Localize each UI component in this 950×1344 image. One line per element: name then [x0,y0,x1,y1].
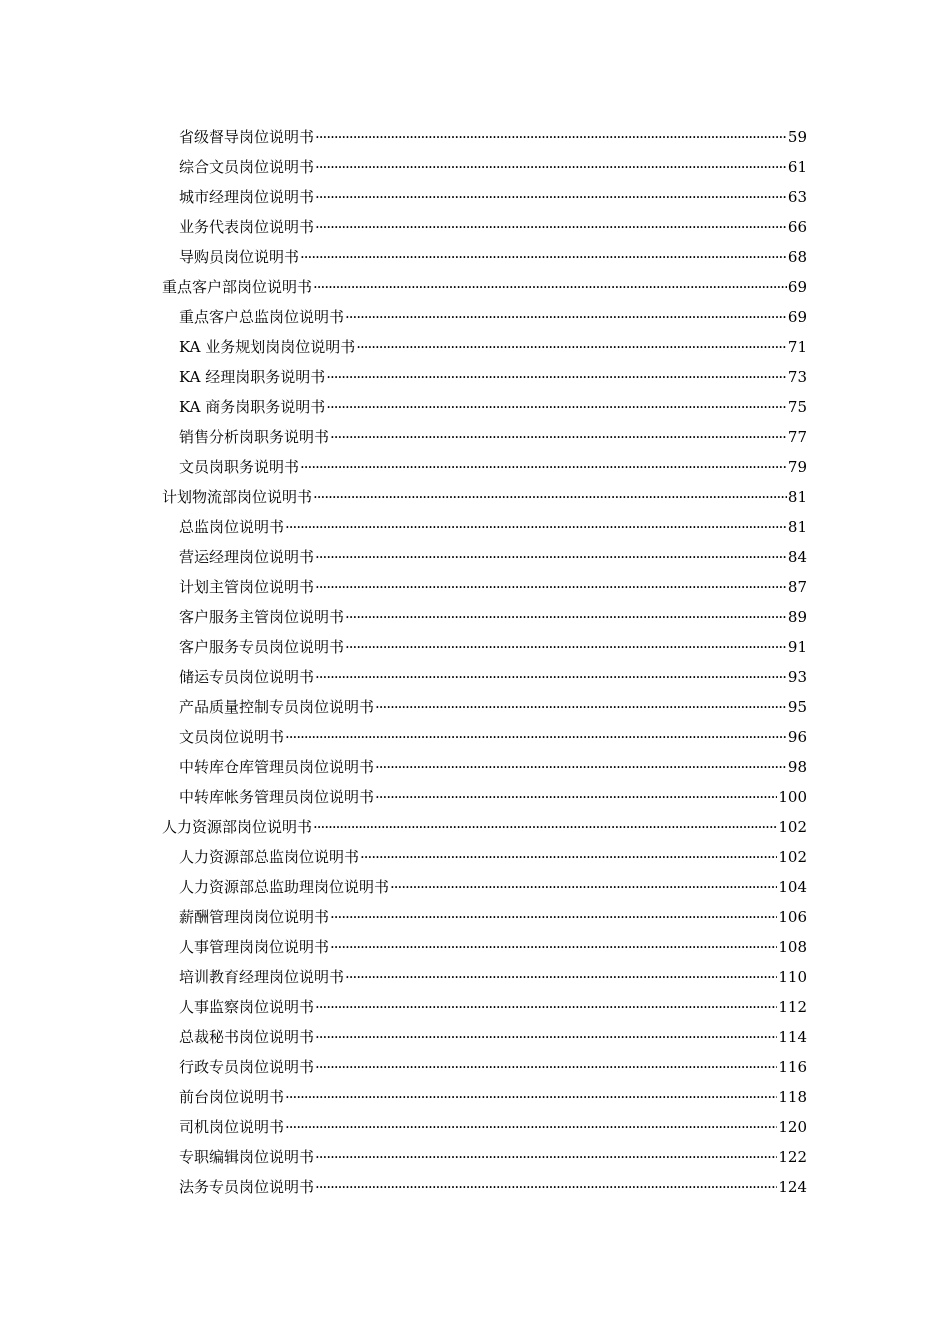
toc-entry-title: 文员岗职务说明书 [179,458,300,476]
toc-page-number: 66 [787,218,807,236]
toc-dot-leader [285,512,787,542]
toc-entry-title: 重点客户总监岗位说明书 [179,308,345,326]
toc-dot-leader [330,422,787,452]
toc-entry[interactable] [162,932,807,962]
toc-entry[interactable] [162,902,807,932]
toc-entry-title: 法务专员岗位说明书 [179,1178,315,1196]
toc-page-number: 118 [778,1088,807,1106]
toc-dot-leader [315,1052,777,1082]
toc-entry-title: 前台岗位说明书 [179,1088,285,1106]
toc-dot-leader [360,842,777,872]
toc-page-number: 89 [787,608,807,626]
toc-entry[interactable] [162,1172,807,1202]
toc-page-number: 87 [787,578,807,596]
toc-page-number: 98 [787,758,807,776]
toc-entry[interactable] [162,482,807,512]
toc-entry[interactable] [162,1052,807,1082]
toc-entry-title: 导购员岗位说明书 [179,248,300,266]
toc-dot-leader [315,212,787,242]
toc-page-number: 102 [778,818,807,836]
toc-page-number: 102 [778,848,807,866]
toc-entry[interactable] [162,1022,807,1052]
toc-page-number: 91 [787,638,807,656]
toc-dot-leader [375,752,787,782]
toc-dot-leader [313,272,787,302]
toc-entry[interactable] [162,392,807,422]
toc-page-number: 81 [787,488,807,506]
toc-entry-title: 计划主管岗位说明书 [179,578,315,596]
toc-dot-leader [375,782,777,812]
toc-entry-title: 重点客户部岗位说明书 [162,278,313,296]
toc-page-number: 59 [787,128,807,146]
toc-entry[interactable] [162,1142,807,1172]
toc-dot-leader [330,932,777,962]
toc-entry-title: 行政专员岗位说明书 [179,1058,315,1076]
toc-dot-leader [375,692,787,722]
toc-entry-title: 司机岗位说明书 [179,1118,285,1136]
toc-entry[interactable] [162,182,807,212]
toc-page-number: 71 [787,338,807,356]
toc-entry[interactable] [162,212,807,242]
toc-entry[interactable] [162,122,807,152]
toc-entry[interactable] [162,662,807,692]
toc-dot-leader [330,902,777,932]
toc-entry[interactable] [162,842,807,872]
toc-dot-leader [315,992,777,1022]
toc-page-number: 108 [778,938,807,956]
toc-page-number: 81 [787,518,807,536]
toc-page-number: 79 [787,458,807,476]
toc-entry-title: 城市经理岗位说明书 [179,188,315,206]
toc-entry[interactable] [162,722,807,752]
toc-dot-leader [390,872,777,902]
toc-entry[interactable] [162,692,807,722]
toc-dot-leader [315,662,787,692]
toc-page-number: 120 [778,1118,807,1136]
toc-page-number: 96 [787,728,807,746]
toc-page-number: 124 [778,1178,807,1196]
toc-page-number: 68 [787,248,807,266]
toc-dot-leader [315,542,787,572]
toc-entry-title: 培训教育经理岗位说明书 [179,968,345,986]
toc-entry-title: 人力资源部总监助理岗位说明书 [179,878,390,896]
toc-page-number: 77 [787,428,807,446]
toc-entry[interactable] [162,1112,807,1142]
toc-entry[interactable] [162,782,807,812]
toc-page-number: 100 [778,788,807,806]
toc-dot-leader [285,1112,777,1142]
toc-entry[interactable] [162,242,807,272]
toc-entry[interactable] [162,812,807,842]
toc-entry-title: 综合文员岗位说明书 [179,158,315,176]
toc-entry-title: 客户服务专员岗位说明书 [179,638,345,656]
toc-entry[interactable] [162,362,807,392]
toc-page-number: 73 [787,368,807,386]
toc-page-number: 112 [778,998,807,1016]
toc-dot-leader [315,122,787,152]
toc-entry[interactable] [162,992,807,1022]
toc-dot-leader [315,1022,777,1052]
toc-entry-title: KA 商务岗职务说明书 [179,398,326,416]
toc-entry-title: 专职编辑岗位说明书 [179,1148,315,1166]
table-of-contents [162,122,807,1202]
toc-page-number: 114 [778,1028,807,1046]
toc-entry[interactable] [162,152,807,182]
toc-page-number: 69 [787,278,807,296]
toc-entry-title: KA 业务规划岗岗位说明书 [179,338,356,356]
toc-entry[interactable] [162,332,807,362]
toc-dot-leader [313,482,787,512]
toc-entry[interactable] [162,422,807,452]
toc-entry[interactable] [162,272,807,302]
toc-dot-leader [285,1082,777,1112]
toc-entry-title: 人事监察岗位说明书 [179,998,315,1016]
toc-dot-leader [315,1172,777,1202]
toc-entry[interactable] [162,512,807,542]
toc-page-number: 84 [787,548,807,566]
toc-entry-title: 产品质量控制专员岗位说明书 [179,698,375,716]
toc-entry[interactable] [162,452,807,482]
toc-entry-title: 人力资源部总监岗位说明书 [179,848,360,866]
toc-entry[interactable] [162,542,807,572]
toc-dot-leader [313,812,777,842]
toc-dot-leader [315,572,787,602]
toc-entry[interactable] [162,1082,807,1112]
toc-dot-leader [345,602,787,632]
toc-entry-title: 客户服务主管岗位说明书 [179,608,345,626]
toc-entry-title: 总监岗位说明书 [179,518,285,536]
toc-dot-leader [315,1142,777,1172]
toc-page-number: 122 [778,1148,807,1166]
toc-page-number: 69 [787,308,807,326]
toc-entry-title: 计划物流部岗位说明书 [162,488,313,506]
toc-page-number: 61 [787,158,807,176]
toc-page-number: 110 [778,968,807,986]
toc-page-number: 63 [787,188,807,206]
toc-dot-leader [315,152,787,182]
toc-dot-leader [345,962,777,992]
toc-entry-title: 人事管理岗岗位说明书 [179,938,330,956]
toc-dot-leader [345,302,787,332]
toc-page-number: 106 [778,908,807,926]
toc-page-number: 95 [787,698,807,716]
toc-entry[interactable] [162,632,807,662]
toc-dot-leader [326,392,787,422]
toc-entry-title: 中转库帐务管理员岗位说明书 [179,788,375,806]
toc-dot-leader [300,452,787,482]
toc-entry[interactable] [162,962,807,992]
toc-entry[interactable] [162,752,807,782]
toc-page-number: 116 [778,1058,807,1076]
toc-entry[interactable] [162,572,807,602]
toc-entry[interactable] [162,602,807,632]
toc-dot-leader [326,362,787,392]
toc-entry-title: KA 经理岗职务说明书 [179,368,326,386]
toc-dot-leader [300,242,787,272]
toc-entry[interactable] [162,872,807,902]
toc-page-number: 75 [787,398,807,416]
toc-entry-title: 人力资源部岗位说明书 [162,818,313,836]
toc-entry-title: 营运经理岗位说明书 [179,548,315,566]
toc-entry-title: 省级督导岗位说明书 [179,128,315,146]
toc-entry-title: 销售分析岗职务说明书 [179,428,330,446]
toc-dot-leader [345,632,787,662]
toc-entry-title: 储运专员岗位说明书 [179,668,315,686]
toc-page-number: 93 [787,668,807,686]
toc-entry-title: 业务代表岗位说明书 [179,218,315,236]
toc-entry-title: 总裁秘书岗位说明书 [179,1028,315,1046]
toc-entry[interactable] [162,302,807,332]
toc-dot-leader [356,332,787,362]
toc-entry-title: 中转库仓库管理员岗位说明书 [179,758,375,776]
toc-dot-leader [315,182,787,212]
toc-entry-title: 薪酬管理岗岗位说明书 [179,908,330,926]
toc-dot-leader [285,722,787,752]
toc-entry-title: 文员岗位说明书 [179,728,285,746]
toc-page-number: 104 [778,878,807,896]
